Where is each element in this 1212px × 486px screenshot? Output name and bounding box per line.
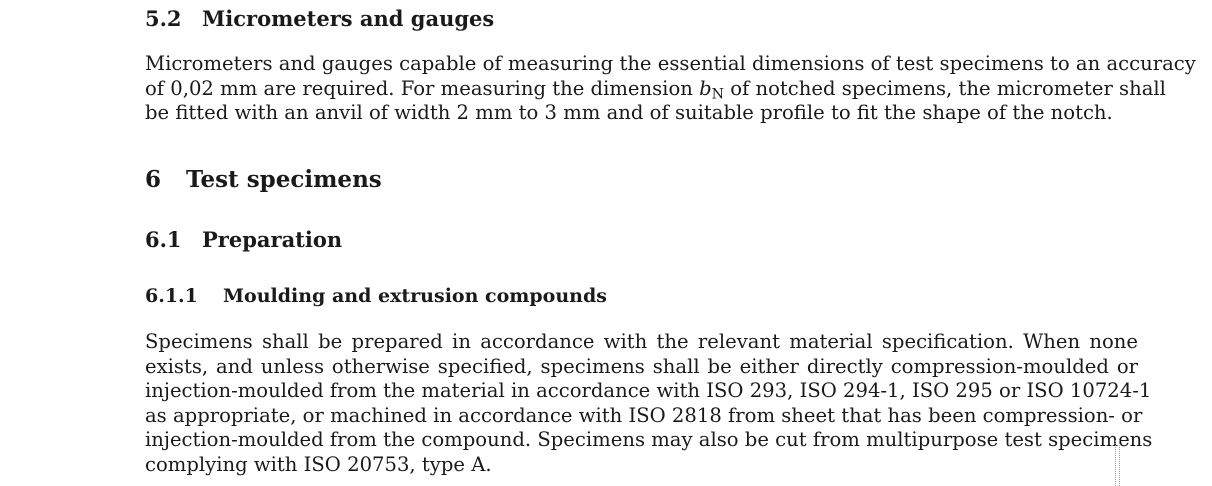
paragraph-line — [145, 76, 1166, 103]
section-6-heading — [145, 166, 382, 193]
section-number: 6.1.1 — [145, 285, 198, 307]
paragraph-line: Specimens shall be prepared in accordance with the relevant material specification. When none — [145, 330, 1138, 353]
section-6-1-1-heading — [145, 285, 607, 307]
section-6-1-1-paragraph — [145, 330, 1153, 478]
section-title: Moulding and extrusion compounds — [223, 285, 607, 307]
symbol-letter: b — [699, 76, 712, 100]
text-run: of notched specimens, the micrometer shall — [724, 76, 1166, 100]
paragraph-line: be fitted with an anvil of width 2 mm to 3 mm and of suitable profile to fit the shape of the notch. — [145, 101, 1113, 125]
paragraph-line: injection-moulded from the compound. Specimens may also be cut from multipurpose test specimens — [145, 428, 1153, 452]
paragraph-line: Micrometers and gauges capable of measuring the essential dimensions of test specimens to an accuracy — [145, 52, 1196, 75]
section-number: 6.1 — [145, 227, 182, 252]
section-number: 6 — [145, 166, 162, 193]
section-5-2-heading — [145, 6, 494, 31]
text-run: of 0,02 mm are required. For measuring the dimension — [145, 76, 700, 100]
scroll-indicator — [1115, 440, 1120, 486]
section-6-1-heading — [145, 227, 342, 252]
dimension-symbol — [699, 76, 725, 103]
section-5-2-paragraph — [145, 52, 1196, 126]
section-title: Preparation — [202, 227, 343, 252]
section-title: Test specimens — [186, 166, 382, 193]
section-title: Micrometers and gauges — [202, 6, 495, 31]
section-number: 5.2 — [145, 6, 182, 31]
symbol-subscript: N — [711, 86, 725, 103]
paragraph-line: injection-moulded from the material in accordance with ISO 293, ISO 294-1, ISO 295 or ISO 10724-1 — [145, 379, 1152, 403]
paragraph-line: complying with ISO 20753, type A. — [145, 452, 492, 476]
paragraph-line: as appropriate, or machined in accordance with ISO 2818 from sheet that has been compression- or — [145, 403, 1143, 427]
paragraph-line: exists, and unless otherwise specified, specimens shall be either directly compression-moulded or — [145, 354, 1138, 378]
